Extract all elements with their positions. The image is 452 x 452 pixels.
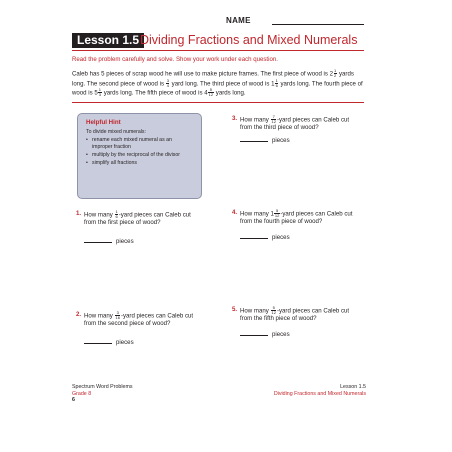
fifth-numerator: 5 [209, 87, 212, 93]
question-text: How many [240, 210, 269, 218]
fraction-numerator: 7 [272, 114, 275, 119]
fifth-whole: 4 [204, 89, 208, 97]
problem-text-part: Caleb has 5 pieces of scrap wood he will use to make picture frames. The first piece of wood is [72, 70, 328, 78]
fraction-denominator: 6 [115, 214, 118, 220]
question-text: -yard pieces can Caleb cut from the second piece of wood? [84, 312, 194, 328]
fourth-denominator: 3 [98, 92, 101, 98]
fraction-denominator: 12 [271, 310, 276, 316]
footer-right [226, 384, 366, 397]
problem-text-part: yards long. [215, 89, 246, 97]
question-number: 2. [76, 311, 82, 318]
answer-3 [240, 137, 290, 144]
question-number: 5. [232, 306, 238, 313]
section-divider [72, 102, 364, 103]
mixed-whole: 1 [270, 210, 274, 218]
question-text: -yard pieces can Caleb cut from the fourth piece of wood? [240, 210, 353, 226]
first-denominator: 2 [334, 73, 337, 79]
footer-left [72, 384, 133, 404]
fraction-numerator: 5 [276, 208, 279, 213]
question-text: -yard pieces can Caleb cut from the fifth piece of wood? [240, 307, 350, 323]
question-text: How many [240, 116, 269, 124]
answer-blank[interactable] [240, 141, 268, 142]
answer-5 [240, 331, 290, 338]
hint-item: • simplify all fractions [86, 160, 193, 167]
answer-unit: pieces [272, 137, 290, 144]
title-divider [72, 50, 364, 51]
question-text: How many [240, 307, 269, 315]
name-label: NAME [226, 16, 251, 25]
answer-unit: pieces [272, 331, 290, 338]
fifth-denominator: 12 [208, 92, 214, 98]
hint-list [86, 137, 193, 166]
grade-label: Grade 8 [72, 390, 92, 397]
hint-item: • rename each mixed numeral as an improper fraction [86, 137, 193, 150]
problem-text [72, 69, 368, 98]
question-text: -yard pieces can Caleb cut from the third piece of wood? [240, 116, 350, 132]
answer-blank[interactable] [240, 335, 268, 336]
fraction-numerator: 3 [116, 310, 119, 315]
fraction-denominator: 16 [115, 315, 120, 321]
lesson-label: Lesson 1.5 [72, 33, 144, 48]
fourth-whole: 5 [94, 89, 98, 97]
question-fraction [271, 306, 276, 315]
question-2 [76, 310, 199, 328]
footer-subtitle: Dividing Fractions and Mixed Numerals [273, 390, 366, 397]
helpful-hint-box [77, 113, 202, 199]
question-fraction [271, 115, 276, 124]
second-denominator: 4 [166, 82, 169, 88]
fifth-fraction [208, 88, 213, 97]
fraction-numerator: 1 [115, 209, 118, 214]
name-line[interactable] [272, 24, 364, 25]
question-fraction [115, 311, 120, 320]
question-text: -yard pieces can Caleb cut from the first piece of wood? [84, 211, 191, 227]
second-numerator: 3 [166, 77, 169, 83]
answer-unit: pieces [116, 339, 134, 346]
question-3 [232, 114, 355, 132]
answer-blank[interactable] [84, 343, 112, 344]
first-fraction [334, 69, 337, 78]
question-fraction [115, 210, 118, 219]
answer-blank[interactable] [84, 242, 112, 243]
question-number: 4. [232, 209, 238, 216]
third-denominator: 6 [275, 82, 278, 88]
first-whole: 2 [329, 70, 334, 78]
answer-unit: pieces [272, 234, 290, 241]
question-text: How many [84, 312, 113, 320]
fraction-numerator: 5 [272, 305, 275, 310]
first-numerator: 1 [334, 68, 337, 73]
question-number: 1. [76, 210, 82, 217]
third-numerator: 1 [275, 77, 278, 83]
third-fraction [275, 79, 278, 88]
answer-4 [240, 234, 290, 241]
problem-text-part: The fourth piece of wood is [72, 79, 363, 97]
fraction-denominator: 12 [274, 213, 280, 219]
question-number: 3. [232, 115, 238, 122]
answer-blank[interactable] [240, 238, 268, 239]
problem-text-part: yards long. [280, 79, 311, 87]
hint-item: • multiply by the reciprocal of the divisor [86, 152, 193, 159]
fourth-fraction [98, 88, 101, 97]
fraction-denominator: 12 [271, 119, 276, 125]
hint-intro: To divide mixed numerals: [86, 129, 146, 135]
answer-unit: pieces [116, 238, 134, 245]
fourth-numerator: 1 [98, 87, 101, 93]
book-title: Spectrum Word Problems [72, 384, 133, 390]
problem-text-part: yards long. The fifth piece of wood is [103, 89, 203, 97]
lesson-title: Dividing Fractions and Mixed Numerals [140, 33, 358, 47]
question-5 [232, 305, 355, 323]
question-4 [232, 208, 355, 226]
answer-2 [84, 339, 134, 346]
instructions: Read the problem carefully and solve. Show your work under each question. [72, 56, 278, 63]
third-whole: 1 [271, 79, 275, 87]
hint-title: Helpful Hint [86, 119, 121, 126]
footer-lesson: Lesson 1.5 [340, 384, 366, 390]
second-fraction [166, 79, 169, 88]
question-1 [76, 209, 199, 227]
problem-text-part: yards long. The second piece of wood is [72, 70, 354, 87]
problem-text-part: yard long. The third piece of wood is [171, 79, 270, 87]
answer-1 [84, 238, 134, 245]
page-number: 6 [72, 397, 75, 404]
question-text: How many [84, 211, 113, 219]
